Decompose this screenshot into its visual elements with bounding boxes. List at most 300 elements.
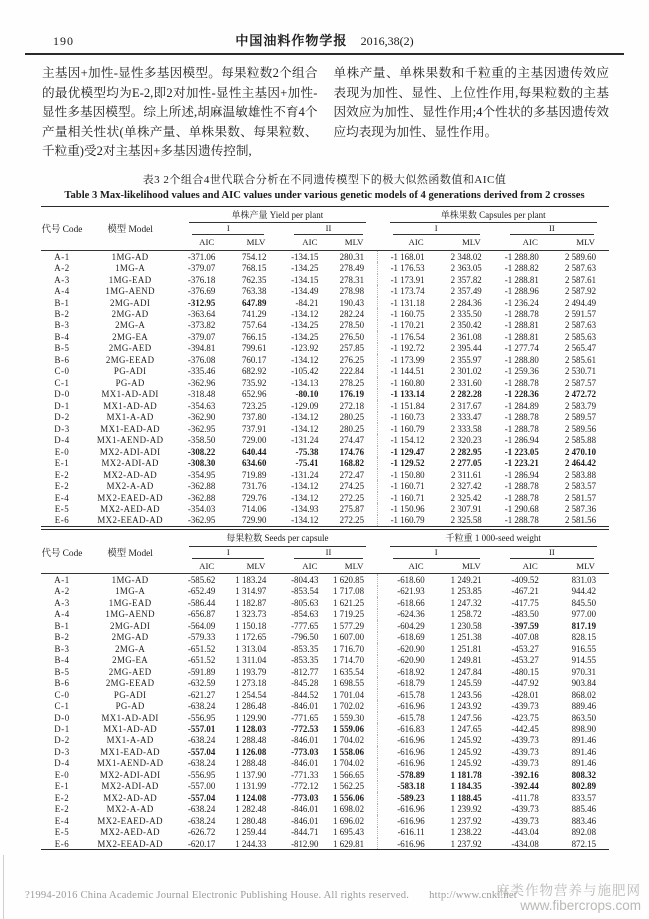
cell-model: MX1-AEND-AD xyxy=(96,758,164,769)
cell-value: -134.49 xyxy=(291,286,319,297)
cell-value: 1 259.44 xyxy=(235,827,267,838)
cell-value: -1 288.96 xyxy=(504,286,539,297)
cell-value: 833.57 xyxy=(571,792,596,803)
cell-value: -638.24 xyxy=(187,804,216,815)
cell-value: -1 288.81 xyxy=(504,331,539,342)
cell-value: 1 129.90 xyxy=(235,712,267,723)
cell-model: 2MG-EA xyxy=(112,331,149,342)
cell-value: 1 695.43 xyxy=(332,827,365,838)
cell-value: -354.95 xyxy=(187,469,216,480)
cell-model: MX2-EEAD-AD xyxy=(97,515,163,526)
trait-group-header xyxy=(378,206,609,223)
cell-value: -616.96 xyxy=(378,838,438,850)
cell-value: 1 566.65 xyxy=(332,769,365,780)
cell-value: 1 629.81 xyxy=(332,838,365,849)
cell-value: 892.08 xyxy=(571,827,596,838)
metric-header: AIC xyxy=(199,237,215,248)
cell-value: 2 357.82 xyxy=(450,274,482,285)
table-row xyxy=(41,689,609,700)
cell-value: 1 188.45 xyxy=(450,792,482,803)
cell-value: 1 238.22 xyxy=(450,827,482,838)
cell-value: 872.15 xyxy=(571,838,596,849)
cell-value: -379.07 xyxy=(187,331,216,342)
cell-value: 1 716.70 xyxy=(332,643,365,654)
cell-value: -354.03 xyxy=(187,503,216,514)
metric-header: AIC xyxy=(408,560,424,571)
cell-model: 1MG-A xyxy=(115,586,146,597)
cell-value: -1 129.52 xyxy=(378,457,438,468)
cell-value: -75.38 xyxy=(295,446,319,457)
cell-code: A-4 xyxy=(54,609,70,620)
metric-header: MLV xyxy=(246,560,266,571)
cell-value: 1 245.59 xyxy=(450,678,482,689)
cell-value: 2 348.02 xyxy=(450,251,482,262)
table-row xyxy=(41,331,609,342)
cell-value: 735.92 xyxy=(241,377,267,388)
cell-code: C-0 xyxy=(54,689,70,700)
cell-value: 222.84 xyxy=(339,366,365,377)
cell-value: -1 288.78 xyxy=(504,309,539,319)
table-row xyxy=(41,423,609,434)
table-row xyxy=(41,666,609,677)
body-text-left-column: 主基因+加性-显性多基因模型。每果粒数2个组合的最优模型均为E-2,即2对加性-显性主基因+加性-显性多基因模型。综上所述,胡麻温敏雄性不育4个产量相关性状(单株产量、单株果数、每果粒数、千粒重)受2对主基因+多基因遗传控制, xyxy=(42,66,318,159)
cell-value: 1 247.32 xyxy=(450,597,482,608)
cell-value: -585.62 xyxy=(187,574,216,585)
cell-value: -134.12 xyxy=(291,423,319,434)
cell-value: -796.50 xyxy=(291,632,319,643)
page-footer xyxy=(0,849,649,919)
cell-value: 278.25 xyxy=(339,377,365,388)
cell-value: 817.19 xyxy=(571,620,596,631)
cell-value: 280.25 xyxy=(339,412,365,423)
cell-value: 2 361.08 xyxy=(450,331,482,342)
journal-title: 中国油料作物学报 xyxy=(235,33,348,48)
cell-value: 2 585.61 xyxy=(564,354,596,365)
cell-value: 1 245.92 xyxy=(450,735,482,746)
cell-model: 2MG-ADI xyxy=(109,620,151,631)
table-row xyxy=(41,712,609,723)
generation-header xyxy=(177,223,279,235)
column-header-code: 代号 Code xyxy=(41,548,83,559)
cell-value: -480.15 xyxy=(511,666,539,677)
table-row xyxy=(41,609,609,620)
cell-value: -651.52 xyxy=(187,643,216,654)
table-row xyxy=(41,480,609,491)
cell-value: 174.76 xyxy=(339,446,365,457)
cell-code: B-3 xyxy=(54,320,70,331)
watermark xyxy=(496,883,641,913)
cell-value: 2 585.63 xyxy=(564,331,596,342)
cell-value: 1 635.54 xyxy=(332,666,365,677)
cell-value: -626.72 xyxy=(187,827,216,838)
cell-value: -651.52 xyxy=(187,655,216,666)
table-body xyxy=(41,574,609,850)
cell-value: -417.75 xyxy=(511,597,539,608)
cell-code: E-6 xyxy=(54,515,70,526)
cell-value: 2 363.05 xyxy=(450,263,482,274)
table-row xyxy=(41,250,609,262)
cell-value: -1 160.71 xyxy=(378,480,438,491)
metric-header: MLV xyxy=(461,237,481,248)
cell-value: 763.38 xyxy=(241,286,267,297)
cell-model: MX1-A-AD xyxy=(106,735,154,746)
generation-header xyxy=(378,547,495,559)
table-yield-capsules xyxy=(41,206,609,527)
cell-value: -618.60 xyxy=(378,574,438,586)
metric-header: MLV xyxy=(344,560,364,571)
table-body xyxy=(41,250,609,526)
cell-value: -1 144.51 xyxy=(378,366,438,377)
cell-value: -854.63 xyxy=(291,609,319,620)
cell-model: MX1-AEND-AD xyxy=(96,435,164,446)
generation-label: II xyxy=(294,547,362,559)
table-row xyxy=(41,412,609,423)
cell-value: 1 311.04 xyxy=(235,655,267,666)
cell-value: -134.12 xyxy=(291,309,319,319)
cell-code: D-3 xyxy=(54,423,70,434)
table-row xyxy=(41,515,609,527)
cell-model: MX2-AD-AD xyxy=(103,792,158,803)
cell-value: -362.96 xyxy=(187,377,216,388)
cell-value: 2 325.42 xyxy=(450,492,482,503)
cell-model: 1MG-A xyxy=(115,263,146,274)
cell-code: B-3 xyxy=(54,643,70,654)
cell-value: -397.59 xyxy=(511,620,539,631)
cell-code: B-2 xyxy=(54,309,70,319)
running-head xyxy=(25,30,624,55)
cell-model: 1MG-EAD xyxy=(108,597,152,608)
metric-header: MLV xyxy=(576,560,595,571)
cell-model: 1MG-AD xyxy=(111,251,149,262)
cell-value: 1 137.90 xyxy=(235,769,267,780)
cell-value: 762.35 xyxy=(241,274,267,285)
cell-value: 2 589.56 xyxy=(564,423,596,434)
cell-value: 2 583.57 xyxy=(564,481,596,492)
cell-value: -1 173.99 xyxy=(378,354,438,365)
cell-value: 916.55 xyxy=(571,643,596,654)
cell-code: B-1 xyxy=(54,297,70,308)
cell-value: -1 290.68 xyxy=(504,503,539,514)
cell-value: -483.50 xyxy=(511,609,539,620)
generation-label: I xyxy=(393,223,480,235)
cell-value: -618.69 xyxy=(378,632,438,643)
cell-code: D-1 xyxy=(54,724,70,734)
cell-code: E-5 xyxy=(54,503,70,514)
cell-value: -1 133.14 xyxy=(378,389,438,400)
table-row xyxy=(41,343,609,354)
cell-value: 2 277.05 xyxy=(450,458,482,469)
cell-value: 1 239.92 xyxy=(450,804,482,815)
cell-value: 1 124.08 xyxy=(235,792,267,803)
cell-value: 1 182.87 xyxy=(235,597,267,608)
table-row xyxy=(41,400,609,411)
cell-value: -439.73 xyxy=(511,746,539,757)
cell-value: -771.33 xyxy=(291,769,319,780)
cell-value: 2 587.63 xyxy=(564,320,596,331)
cell-value: -131.24 xyxy=(291,469,319,480)
cell-value: -439.73 xyxy=(511,815,539,826)
generation-label: I xyxy=(393,547,480,559)
cell-value: -394.81 xyxy=(187,343,216,354)
cell-value: -1 223.05 xyxy=(504,446,539,457)
cell-model: MX2-EAED-AD xyxy=(97,492,163,503)
header-row-groups xyxy=(41,206,609,223)
cell-value: -423.75 xyxy=(511,712,539,723)
cell-value: 977.00 xyxy=(571,609,596,620)
cell-value: 1 562.25 xyxy=(332,781,365,792)
cell-value: 280.25 xyxy=(339,423,365,434)
cell-code: D-3 xyxy=(54,746,70,757)
cell-value: 1 131.99 xyxy=(235,781,267,792)
cell-model: MX2-ADI-AD xyxy=(101,458,159,469)
table-row xyxy=(41,574,609,586)
cell-value: -312.95 xyxy=(187,297,216,308)
column-header-model: 模型 Model xyxy=(107,225,153,236)
cell-value: 278.49 xyxy=(339,263,365,274)
column-header-model: 模型 Model xyxy=(107,548,153,559)
table-caption-en: Table 3 Max-likelihood values and AIC values under various genetic models of 4 generations derived from 2 crosses xyxy=(64,189,585,201)
generation-header xyxy=(177,547,279,559)
cell-model: MX2-A-AD xyxy=(106,804,154,815)
cell-value: 2 331.60 xyxy=(450,377,482,388)
table-row xyxy=(41,389,609,400)
cell-value: 272.25 xyxy=(339,515,365,526)
cell-value: -362.90 xyxy=(187,412,216,423)
table-header xyxy=(41,206,609,250)
cell-value: 2 583.79 xyxy=(564,400,596,411)
cell-code: B-1 xyxy=(54,620,70,631)
cell-value: -846.01 xyxy=(291,815,319,826)
cell-value: 741.29 xyxy=(241,309,267,319)
table-row xyxy=(41,274,609,285)
cell-value: -453.27 xyxy=(511,643,539,654)
cell-code: A-4 xyxy=(54,286,70,297)
cell-value: -621.93 xyxy=(378,586,438,597)
table-row xyxy=(41,700,609,711)
cell-value: 1 280.48 xyxy=(235,815,267,826)
cell-value: -1 288.80 xyxy=(504,251,539,262)
cell-value: -1 277.74 xyxy=(504,343,539,354)
cell-value: -308.22 xyxy=(187,446,216,457)
table-row xyxy=(41,735,609,746)
cell-value: -556.95 xyxy=(187,712,216,723)
table-row xyxy=(41,586,609,597)
cell-value: 272.47 xyxy=(339,469,365,480)
cell-value: 1 559.30 xyxy=(332,712,365,723)
cell-value: 903.84 xyxy=(571,678,596,689)
cell-value: -1 288.78 xyxy=(504,412,539,423)
cell-value: -1 286.94 xyxy=(504,435,539,446)
cell-value: -618.79 xyxy=(378,677,438,688)
cell-value: 1 247.56 xyxy=(450,712,482,723)
trait-group-label: 千粒重 1 000-seed weight xyxy=(390,530,597,547)
cell-value: 2 357.49 xyxy=(450,286,482,297)
cell-value: -846.01 xyxy=(291,701,319,712)
cell-value: -579.33 xyxy=(187,632,216,643)
cell-model: 2MG-EEAD xyxy=(105,678,155,689)
cell-value: -557.04 xyxy=(187,746,216,757)
table-row xyxy=(41,723,609,734)
cell-value: 845.50 xyxy=(571,597,596,608)
cell-value: 1 184.35 xyxy=(450,781,482,792)
cell-model: 2MG-ADI xyxy=(110,297,151,308)
cell-value: -1 236.24 xyxy=(504,297,539,308)
metric-header: AIC xyxy=(302,560,318,571)
cell-value: 278.98 xyxy=(339,286,365,297)
table-row xyxy=(41,746,609,757)
generation-label: I xyxy=(192,547,264,559)
cell-value: -362.88 xyxy=(187,481,216,492)
cell-value: 647.89 xyxy=(241,297,267,308)
cell-value: -335.46 xyxy=(187,366,216,377)
cell-value: -618.66 xyxy=(378,597,438,608)
table-row xyxy=(41,297,609,308)
cell-value: 2 494.49 xyxy=(564,297,596,308)
cell-code: E-0 xyxy=(54,769,70,780)
cell-value: 737.91 xyxy=(241,423,267,434)
table-row xyxy=(41,655,609,666)
cell-code: E-2 xyxy=(54,792,70,803)
cell-value: 276.50 xyxy=(339,331,365,342)
cell-value: 891.46 xyxy=(571,758,596,769)
cell-model: MX2-ADI-ADI xyxy=(99,446,161,457)
cell-value: -439.73 xyxy=(511,735,539,746)
cell-code: E-5 xyxy=(54,827,70,838)
cell-value: 1 323.73 xyxy=(235,609,267,620)
cell-value: 1 245.92 xyxy=(450,758,482,769)
cell-value: 2 333.47 xyxy=(450,412,482,423)
cell-value: 885.46 xyxy=(571,804,596,815)
cell-model: MX1-AD-AD xyxy=(103,400,158,411)
cell-value: -656.87 xyxy=(187,609,216,620)
cell-value: 1 244.33 xyxy=(235,838,267,849)
cell-value: -853.35 xyxy=(291,643,319,654)
trait-group-label: 单株果数 Capsules per plant xyxy=(390,207,597,224)
cell-model: 2MG-AED xyxy=(108,343,152,354)
cell-value: 802.89 xyxy=(571,781,596,792)
watermark-site-name: 麻类作物营养与施肥网 xyxy=(496,883,641,898)
cell-value: 652.96 xyxy=(241,389,267,400)
cnki-url: http://www.cnki.net xyxy=(429,890,517,901)
cell-value: 863.50 xyxy=(571,712,596,723)
cell-value: 729.90 xyxy=(241,515,267,526)
cell-value: -615.78 xyxy=(378,712,438,723)
cell-value: 2 395.44 xyxy=(450,343,482,354)
cell-value: -777.65 xyxy=(291,620,319,631)
cell-value: 1 249.81 xyxy=(450,655,482,666)
table-seeds-weight xyxy=(41,529,609,850)
cell-value: -1 288.78 xyxy=(504,423,539,434)
cell-value: 1 230.58 xyxy=(450,620,482,631)
cell-code: E-1 xyxy=(54,781,70,792)
cell-value: 1 282.48 xyxy=(235,804,267,815)
table-row xyxy=(41,446,609,457)
cell-value: 2 327.42 xyxy=(450,481,482,492)
metric-header: AIC xyxy=(408,237,424,248)
table-row xyxy=(41,503,609,514)
cell-code: E-0 xyxy=(54,446,70,457)
cell-value: -1 173.74 xyxy=(378,285,438,296)
table-row xyxy=(41,827,609,838)
cell-value: -1 259.36 xyxy=(504,366,539,377)
cell-value: 1 237.92 xyxy=(450,815,482,826)
cell-model: MX2-ADI-AD xyxy=(101,781,159,792)
cell-value: -638.24 xyxy=(187,701,216,712)
cell-value: -392.16 xyxy=(511,769,539,780)
cell-code: E-1 xyxy=(54,458,70,469)
cell-value: -362.88 xyxy=(187,492,216,503)
cell-model: 2MG-AED xyxy=(108,666,152,677)
cell-code: E-2 xyxy=(54,804,70,815)
cell-value: -1 173.91 xyxy=(378,274,438,285)
cell-value: 2 587.36 xyxy=(564,503,596,514)
cell-value: 1 314.97 xyxy=(235,586,267,597)
cell-value: 1 126.08 xyxy=(235,746,267,757)
cell-value: -616.83 xyxy=(378,723,438,734)
cell-code: E-2 xyxy=(54,469,70,480)
cell-value: 1 237.92 xyxy=(450,838,482,849)
cell-model: 2MG-EEAD xyxy=(105,354,155,365)
cell-model: PG-ADI xyxy=(113,366,147,377)
cell-value: -846.01 xyxy=(291,804,319,815)
cell-value: -621.27 xyxy=(187,689,216,700)
cell-value: -616.11 xyxy=(378,827,438,838)
cell-value: -616.96 xyxy=(378,700,438,711)
cell-value: 2 583.88 xyxy=(564,469,596,480)
cell-code: D-0 xyxy=(54,712,70,723)
cell-model: PG-AD xyxy=(115,377,145,388)
cell-value: -1 176.53 xyxy=(378,262,438,273)
cell-value: 2 307.91 xyxy=(450,503,482,514)
cell-value: 2 320.23 xyxy=(450,435,482,446)
cell-model: MX2-AED-AD xyxy=(100,503,160,514)
cell-value: -131.24 xyxy=(291,435,319,446)
metric-header: MLV xyxy=(246,237,266,248)
cell-value: -376.18 xyxy=(187,274,216,285)
cell-value: -1 170.21 xyxy=(378,320,438,331)
cell-code: C-1 xyxy=(54,377,70,388)
cell-code: D-2 xyxy=(54,735,70,746)
cell-value: 1 258.72 xyxy=(450,609,482,620)
cell-value: -1 192.72 xyxy=(378,343,438,354)
generation-label: I xyxy=(192,223,264,235)
cell-value: 2 591.57 xyxy=(564,309,596,319)
cell-value: 190.43 xyxy=(339,297,365,308)
cell-value: -1 288.78 xyxy=(504,481,539,492)
cell-value: -844.71 xyxy=(291,827,319,838)
cell-value: -376.69 xyxy=(187,286,216,297)
cell-value: 2 282.28 xyxy=(450,389,482,400)
cell-value: -578.89 xyxy=(378,769,438,780)
generation-label: II xyxy=(510,547,594,559)
cell-value: 1 181.78 xyxy=(450,769,482,780)
metric-header: AIC xyxy=(522,560,538,571)
cell-value: 1 273.18 xyxy=(235,678,267,689)
cell-value: -373.82 xyxy=(187,320,216,331)
cell-value: -1 160.73 xyxy=(378,412,438,423)
cell-code: B-5 xyxy=(54,666,70,677)
table-row xyxy=(41,308,609,319)
cell-code: B-6 xyxy=(54,354,70,365)
cell-value: -804.43 xyxy=(291,574,319,585)
cell-value: 891.46 xyxy=(571,735,596,746)
cell-value: -1 288.78 xyxy=(504,492,539,503)
cell-value: -134.12 xyxy=(291,515,319,526)
cell-value: 1 620.85 xyxy=(332,574,365,585)
cell-value: -1 150.80 xyxy=(378,469,438,480)
metric-header: AIC xyxy=(199,560,215,571)
cell-code: D-0 xyxy=(54,389,70,400)
